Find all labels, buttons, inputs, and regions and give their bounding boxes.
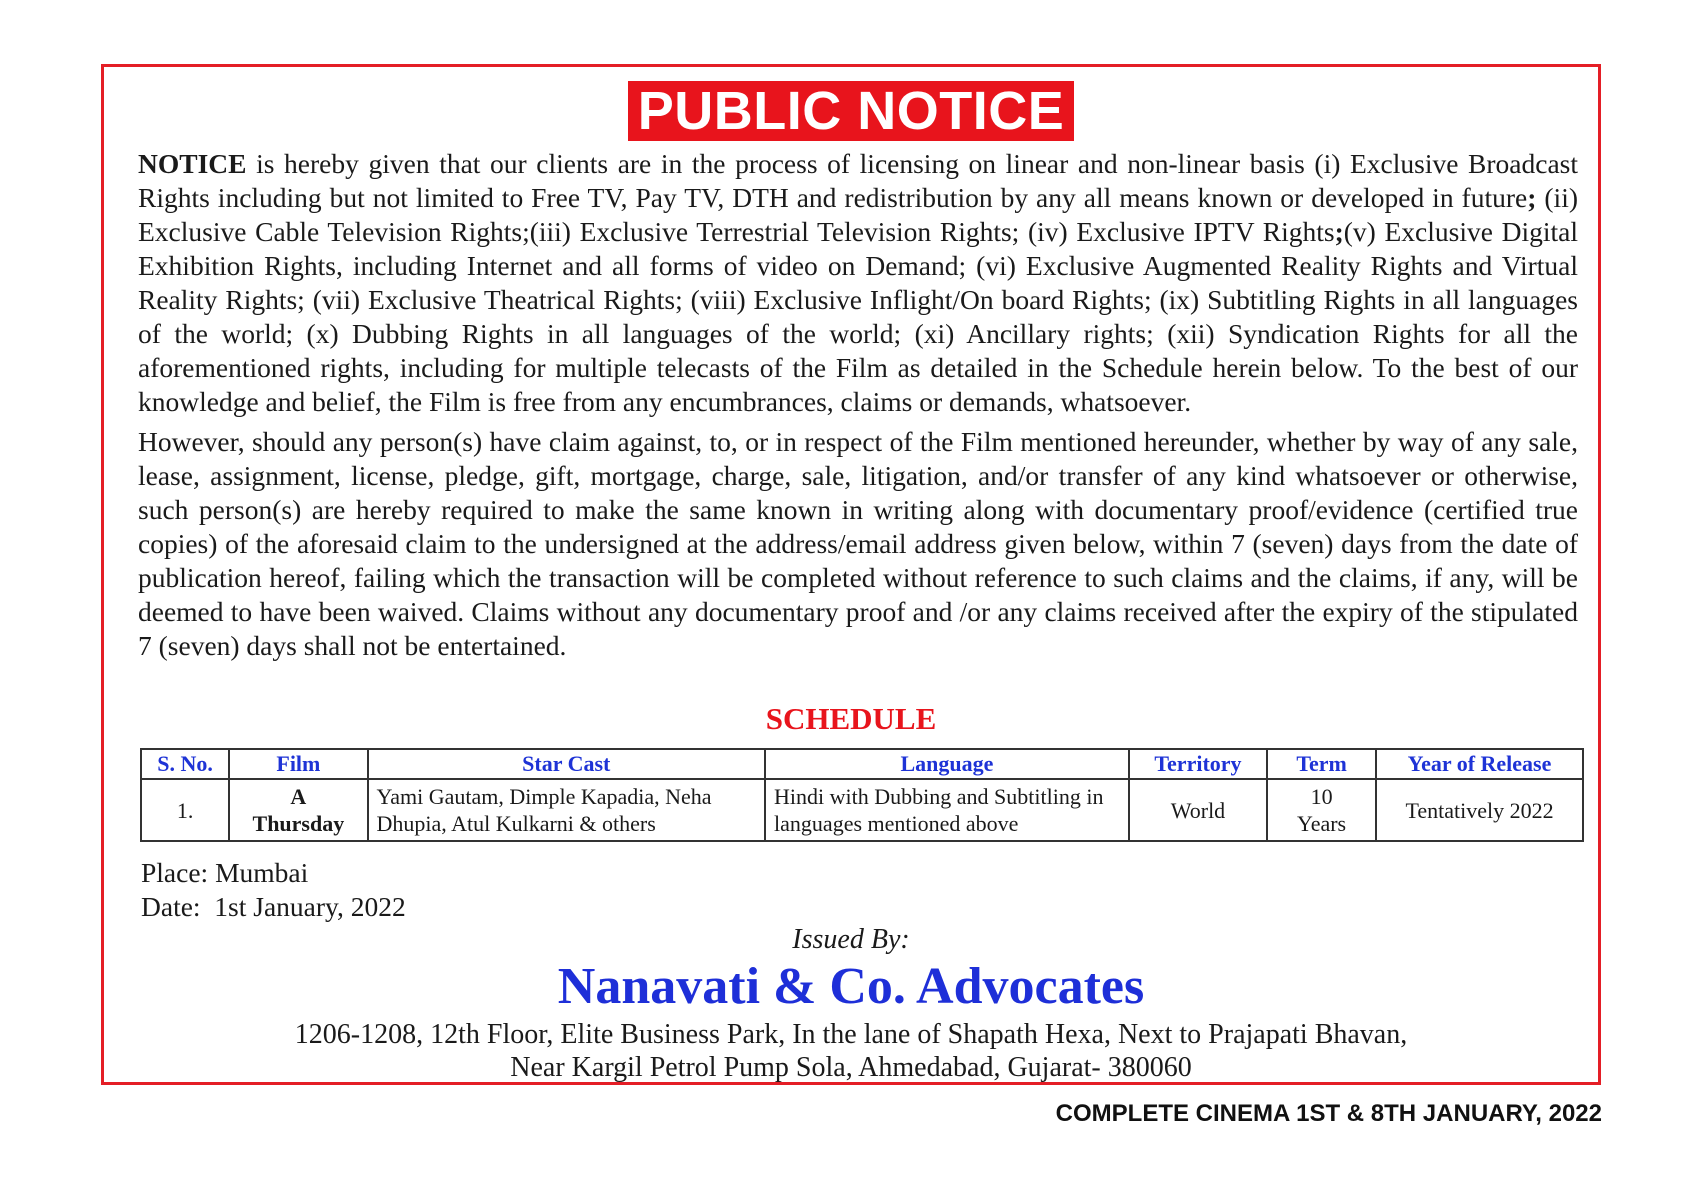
- place-date-block: [141, 856, 406, 924]
- date-line: Date: 1st January, 2022: [141, 891, 406, 922]
- notice-lead: NOTICE: [138, 148, 247, 179]
- cell-sno: 1.: [141, 779, 229, 841]
- film-title-line-1: A: [290, 784, 307, 809]
- table-row: [141, 779, 1583, 841]
- header-film: Film: [229, 749, 367, 779]
- address-line-1: 1206-1208, 12th Floor, Elite Business Park, In the lane of Shapath Hexa, Next to Prajapati Bhavan,: [294, 1019, 1408, 1050]
- header-star-cast: Star Cast: [368, 749, 766, 779]
- cell-language: Hindi with Dubbing and Subtitling in languages mentioned above: [765, 779, 1129, 841]
- header-territory: Territory: [1129, 749, 1267, 779]
- firm-name: Nanavati & Co. Advocates: [557, 958, 1145, 1015]
- notice-title: PUBLIC NOTICE: [628, 81, 1075, 141]
- schedule-heading: SCHEDULE: [765, 701, 937, 736]
- cell-year-of-release: Tentatively 2022: [1376, 779, 1583, 841]
- header-term: Term: [1267, 749, 1376, 779]
- cell-territory: World: [1129, 779, 1267, 841]
- notice-p1-part-c: (v) Exclusive Digital Exhibition Rights, including Internet and all forms of video on Demand; (vi) Exclusive Augmented Reality Rights and Virtual Reality Rights; (vii) Exclusive Theatrical Rights; (viii) Exclusive Inflight/On board Rights; (ix) Subtitling Rights in all languages of the world; (x) Dubbing Rights in all languages of the world; (xi) Ancillary rights; (xii) Syndication Rights for all the aforementioned rights, including for multiple telecasts of the Film as detailed in the Schedule herein below. To the best of our knowledge and belief, the Film is free from any encumbrances, claims or demands, whatsoever.: [138, 216, 1578, 417]
- schedule-header-row: [141, 749, 1583, 779]
- address-line-2: Near Kargil Petrol Pump Sola, Ahmedabad, Gujarat- 380060: [510, 1052, 1192, 1083]
- issued-by-label: Issued By:: [792, 924, 910, 955]
- notice-p1-semicolon-2: ;: [1334, 216, 1344, 247]
- publication-footer: COMPLETE CINEMA 1ST & 8TH JANUARY, 2022: [1055, 1100, 1602, 1127]
- notice-body: [138, 147, 1578, 669]
- term-unit: Years: [1297, 811, 1347, 836]
- notice-frame: [101, 64, 1601, 1085]
- header-year-of-release: Year of Release: [1376, 749, 1583, 779]
- cell-film: [229, 779, 367, 841]
- firm-address: [104, 1018, 1598, 1084]
- cell-star-cast: Yami Gautam, Dimple Kapadia, Neha Dhupia, Atul Kulkarni & others: [368, 779, 766, 841]
- header-sno: S. No.: [141, 749, 229, 779]
- place-line: Place: Mumbai: [141, 857, 309, 888]
- notice-paragraph-2: However, should any person(s) have claim against, to, or in respect of the Film mentioned hereunder, whether by way of any sale, lease, assignment, license, pledge, gift, mortgage, charge, sale, litigation, and/or transfer of any kind whatsoever or otherwise, such person(s) are hereby required to make the same known in writing along with documentary proof/evidence (certified true copies) of the aforesaid claim to the undersigned at the address/email address given below, within 7 (seven) days from the date of publication hereof, failing which the transaction will be completed without reference to such claims and the claims, if any, will be deemed to have been waived. Claims without any documentary proof and /or any claims received after the expiry of the stipulated 7 (seven) days shall not be entertained.: [138, 426, 1578, 661]
- title-wrap: [104, 81, 1598, 141]
- film-title-line-2: Thursday: [252, 811, 345, 836]
- notice-p1-semicolon-1: ;: [1527, 182, 1537, 213]
- notice-paragraph-1: [138, 147, 1578, 419]
- schedule-table: [140, 748, 1584, 842]
- header-language: Language: [765, 749, 1129, 779]
- term-value: 10: [1310, 784, 1333, 809]
- cell-term: [1267, 779, 1376, 841]
- notice-p1-part-b: (ii) Exclusive Cable Television Rights;(iii) Exclusive Terrestrial Television Rights; (iv) Exclusive IPTV Rights: [138, 182, 1578, 247]
- notice-p1-part-a: is hereby given that our clients are in the process of licensing on linear and non-linear basis (i) Exclusive Broadcast Rights including but not limited to Free TV, Pay TV, DTH and redistribution by any all means known or developed in future: [138, 148, 1578, 213]
